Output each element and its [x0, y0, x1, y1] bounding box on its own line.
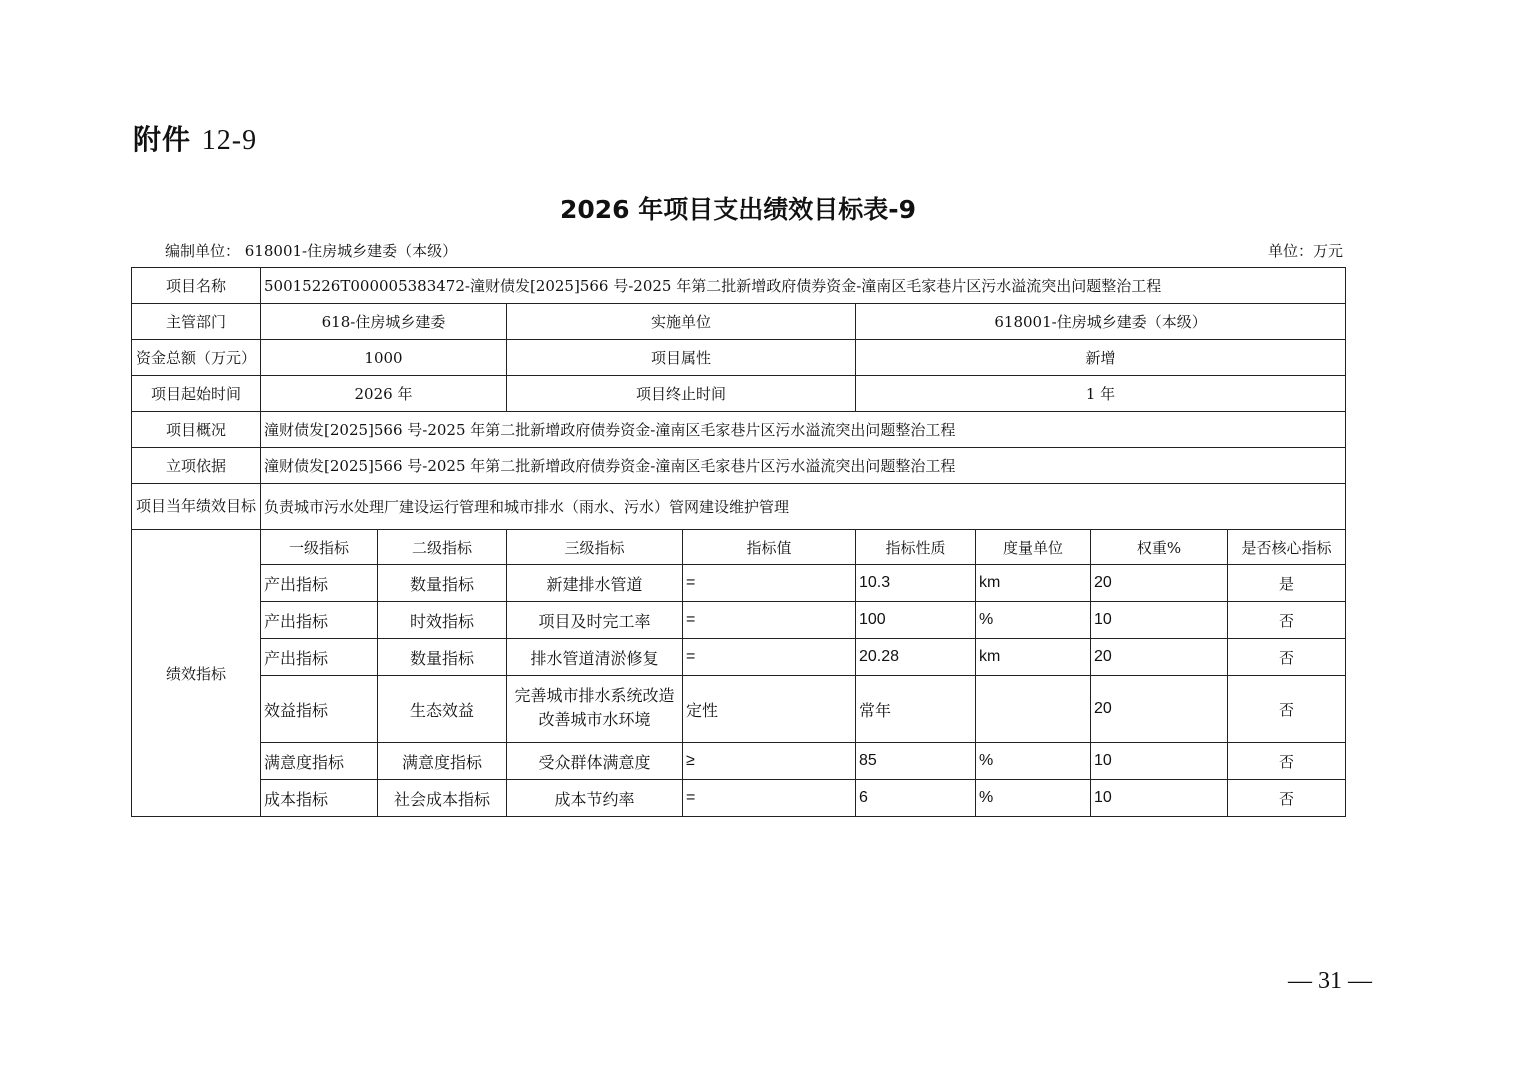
project-name-value: 50015226T000005383472-潼财债发[2025]566 号-2025 年第二批新增政府债券资金-潼南区毛家巷片区污水溢流突出问题整治工程: [261, 268, 1346, 304]
row-op: ≥: [683, 743, 856, 780]
row-l2: 数量指标: [378, 565, 507, 602]
row-op: =: [683, 565, 856, 602]
row-unit: %: [976, 780, 1091, 817]
row-l1: 满意度指标: [261, 743, 378, 780]
row-basis: [132, 448, 1346, 484]
row-core: 否: [1228, 676, 1346, 743]
row-op: 定性: [683, 676, 856, 743]
header-core: 是否核心指标: [1228, 530, 1346, 565]
row-weight: 10: [1091, 780, 1228, 817]
row-unit: km: [976, 565, 1091, 602]
overview-label: 项目概况: [132, 412, 261, 448]
row-value: 6: [856, 780, 976, 817]
attr-label: 项目属性: [507, 340, 856, 376]
table-row: [132, 676, 1346, 743]
goal-value: 负责城市污水处理厂建设运行管理和城市排水（雨水、污水）管网建设维护管理: [261, 484, 1346, 530]
header-l2: 二级指标: [378, 530, 507, 565]
table-row: [132, 565, 1346, 602]
row-dept: [132, 304, 1346, 340]
header-unit: 度量单位: [976, 530, 1091, 565]
attachment-label: [133, 118, 257, 158]
impl-value: 618001-住房城乡建委（本级）: [856, 304, 1346, 340]
page-number: — 31 —: [1288, 968, 1372, 994]
row-weight: 10: [1091, 602, 1228, 639]
row-op: =: [683, 780, 856, 817]
row-weight: 10: [1091, 743, 1228, 780]
start-value: 2026 年: [261, 376, 507, 412]
row-l3: 受众群体满意度: [507, 743, 683, 780]
attachment-label-text: 附件: [133, 123, 192, 156]
row-core: 否: [1228, 780, 1346, 817]
row-l2: 社会成本指标: [378, 780, 507, 817]
row-l2: 满意度指标: [378, 743, 507, 780]
header-value: 指标值: [683, 530, 856, 565]
row-op: =: [683, 602, 856, 639]
row-value: 100: [856, 602, 976, 639]
row-l3: 新建排水管道: [507, 565, 683, 602]
row-l1: 成本指标: [261, 780, 378, 817]
row-core: 否: [1228, 743, 1346, 780]
row-l2: 时效指标: [378, 602, 507, 639]
row-value: 85: [856, 743, 976, 780]
performance-target-table: [131, 267, 1346, 817]
row-core: 否: [1228, 639, 1346, 676]
row-value: 20.28: [856, 639, 976, 676]
attr-value: 新增: [856, 340, 1346, 376]
header-l3: 三级指标: [507, 530, 683, 565]
table-row: [132, 602, 1346, 639]
overview-value: 潼财债发[2025]566 号-2025 年第二批新增政府债券资金-潼南区毛家巷片区污水溢流突出问题整治工程: [261, 412, 1346, 448]
row-value: 10.3: [856, 565, 976, 602]
dept-value: 618-住房城乡建委: [261, 304, 507, 340]
table-row: [132, 743, 1346, 780]
row-core: 是: [1228, 565, 1346, 602]
row-funds: [132, 340, 1346, 376]
row-l3: 排水管道清淤修复: [507, 639, 683, 676]
row-time: [132, 376, 1346, 412]
header-l1: 一级指标: [261, 530, 378, 565]
row-unit: km: [976, 639, 1091, 676]
row-project-name: [132, 268, 1346, 304]
row-core: 否: [1228, 602, 1346, 639]
impl-label: 实施单位: [507, 304, 856, 340]
row-l1: 产出指标: [261, 602, 378, 639]
row-unit: [976, 676, 1091, 743]
dept-label: 主管部门: [132, 304, 261, 340]
row-l3: 项目及时完工率: [507, 602, 683, 639]
row-l2: 数量指标: [378, 639, 507, 676]
row-unit: %: [976, 743, 1091, 780]
table-row: [132, 639, 1346, 676]
row-l1: 产出指标: [261, 639, 378, 676]
end-value: 1 年: [856, 376, 1346, 412]
row-l3: 成本节约率: [507, 780, 683, 817]
page-title: 2026 年项目支出绩效目标表-9: [559, 195, 917, 224]
funds-label: 资金总额（万元）: [132, 340, 261, 376]
row-l1: 效益指标: [261, 676, 378, 743]
goal-label: 项目当年绩效目标: [132, 484, 261, 530]
row-l1: 产出指标: [261, 565, 378, 602]
compiling-unit: 编制单位： 618001-住房城乡建委（本级）: [165, 242, 458, 260]
row-weight: 20: [1091, 639, 1228, 676]
row-l2: 生态效益: [378, 676, 507, 743]
header-weight: 权重%: [1091, 530, 1228, 565]
table-row: [132, 780, 1346, 817]
row-overview: [132, 412, 1346, 448]
end-label: 项目终止时间: [507, 376, 856, 412]
funds-value: 1000: [261, 340, 507, 376]
row-weight: 20: [1091, 676, 1228, 743]
row-weight: 20: [1091, 565, 1228, 602]
basis-value: 潼财债发[2025]566 号-2025 年第二批新增政府债券资金-潼南区毛家巷片区污水溢流突出问题整治工程: [261, 448, 1346, 484]
project-name-label: 项目名称: [132, 268, 261, 304]
attachment-number: 12-9: [201, 125, 258, 156]
start-label: 项目起始时间: [132, 376, 261, 412]
row-value: 常年: [856, 676, 976, 743]
row-unit: %: [976, 602, 1091, 639]
currency-unit: 单位：万元: [1267, 242, 1343, 260]
row-op: =: [683, 639, 856, 676]
indicators-section-label: 绩效指标: [132, 530, 261, 817]
indicator-header-row: [132, 530, 1346, 565]
basis-label: 立项依据: [132, 448, 261, 484]
row-goal: [132, 484, 1346, 530]
row-l3: 完善城市排水系统改造改善城市水环境: [507, 676, 683, 743]
header-nature: 指标性质: [856, 530, 976, 565]
